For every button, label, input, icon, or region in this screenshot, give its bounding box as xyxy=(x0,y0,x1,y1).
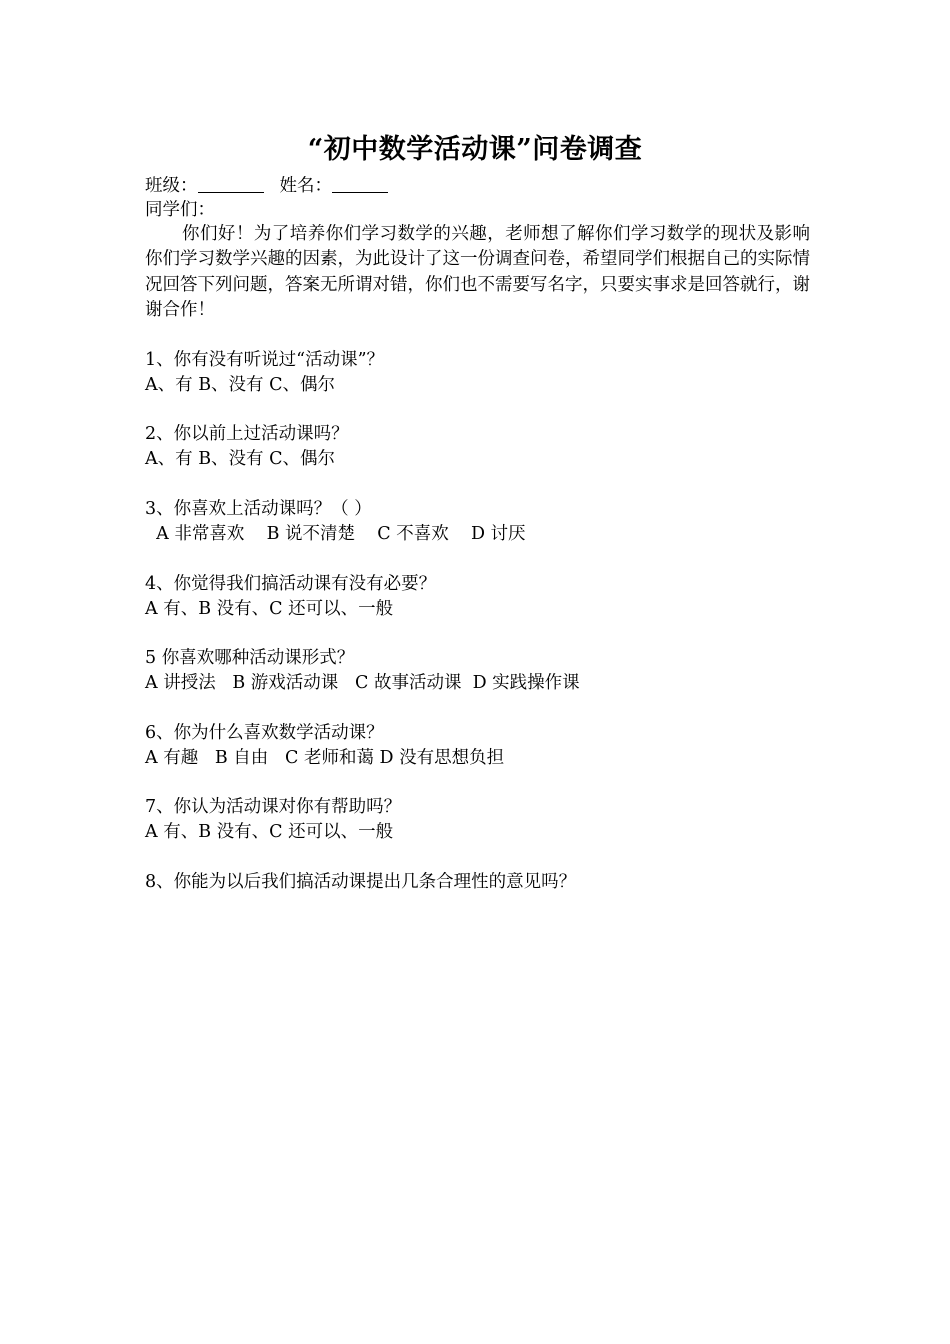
class-blank[interactable] xyxy=(198,174,264,193)
question-4: 4、你觉得我们搞活动课有没有必要？ xyxy=(145,574,437,594)
name-blank[interactable] xyxy=(332,174,388,193)
question-3: 3、你喜欢上活动课吗？（ ） xyxy=(145,499,372,519)
name-label: 姓名： xyxy=(279,176,332,196)
question-1: 1、你有没有听说过“活动课”？ xyxy=(145,350,385,370)
options-6: A 有趣 B 自由 C 老师和蔼 D 没有思想负担 xyxy=(145,748,505,768)
question-5: 5 你喜欢哪种活动课形式？ xyxy=(145,648,355,668)
class-label: 班级： xyxy=(145,176,198,196)
greeting: 同学们： xyxy=(145,200,215,220)
question-6: 6、你为什么喜欢数学活动课？ xyxy=(145,723,384,743)
options-1: A、有 B、没有 C、偶尔 xyxy=(145,375,336,395)
page-title: “初中数学活动课”问卷调查 xyxy=(307,134,643,165)
options-7: A 有、B 没有、C 还可以、一般 xyxy=(145,822,394,842)
options-2: A、有 B、没有 C、偶尔 xyxy=(145,449,336,469)
intro-paragraph: 你们好！为了培养你们学习数学的兴趣，老师想了解你们学习数学的现状及影响你们学习数学兴趣的因素，为此设计了这一份调查问卷，希望同学们根据自己的实际情况回答下列问题，答案无所谓对错，你们也不需要写名字，只要实事求是回答就行，谢谢合作！ xyxy=(145,224,810,320)
info-line xyxy=(145,174,388,198)
question-2: 2、你以前上过活动课吗？ xyxy=(145,424,349,444)
options-5: A 讲授法 B 游戏活动课 C 故事活动课 D 实践操作课 xyxy=(145,673,580,693)
question-8: 8、你能为以后我们搞活动课提出几条合理性的意见吗？ xyxy=(145,872,577,892)
question-7: 7、你认为活动课对你有帮助吗？ xyxy=(145,797,402,817)
options-3: A 非常喜欢 B 说不清楚 C 不喜欢 D 讨厌 xyxy=(145,524,526,544)
options-4: A 有、B 没有、C 还可以、一般 xyxy=(145,599,394,619)
